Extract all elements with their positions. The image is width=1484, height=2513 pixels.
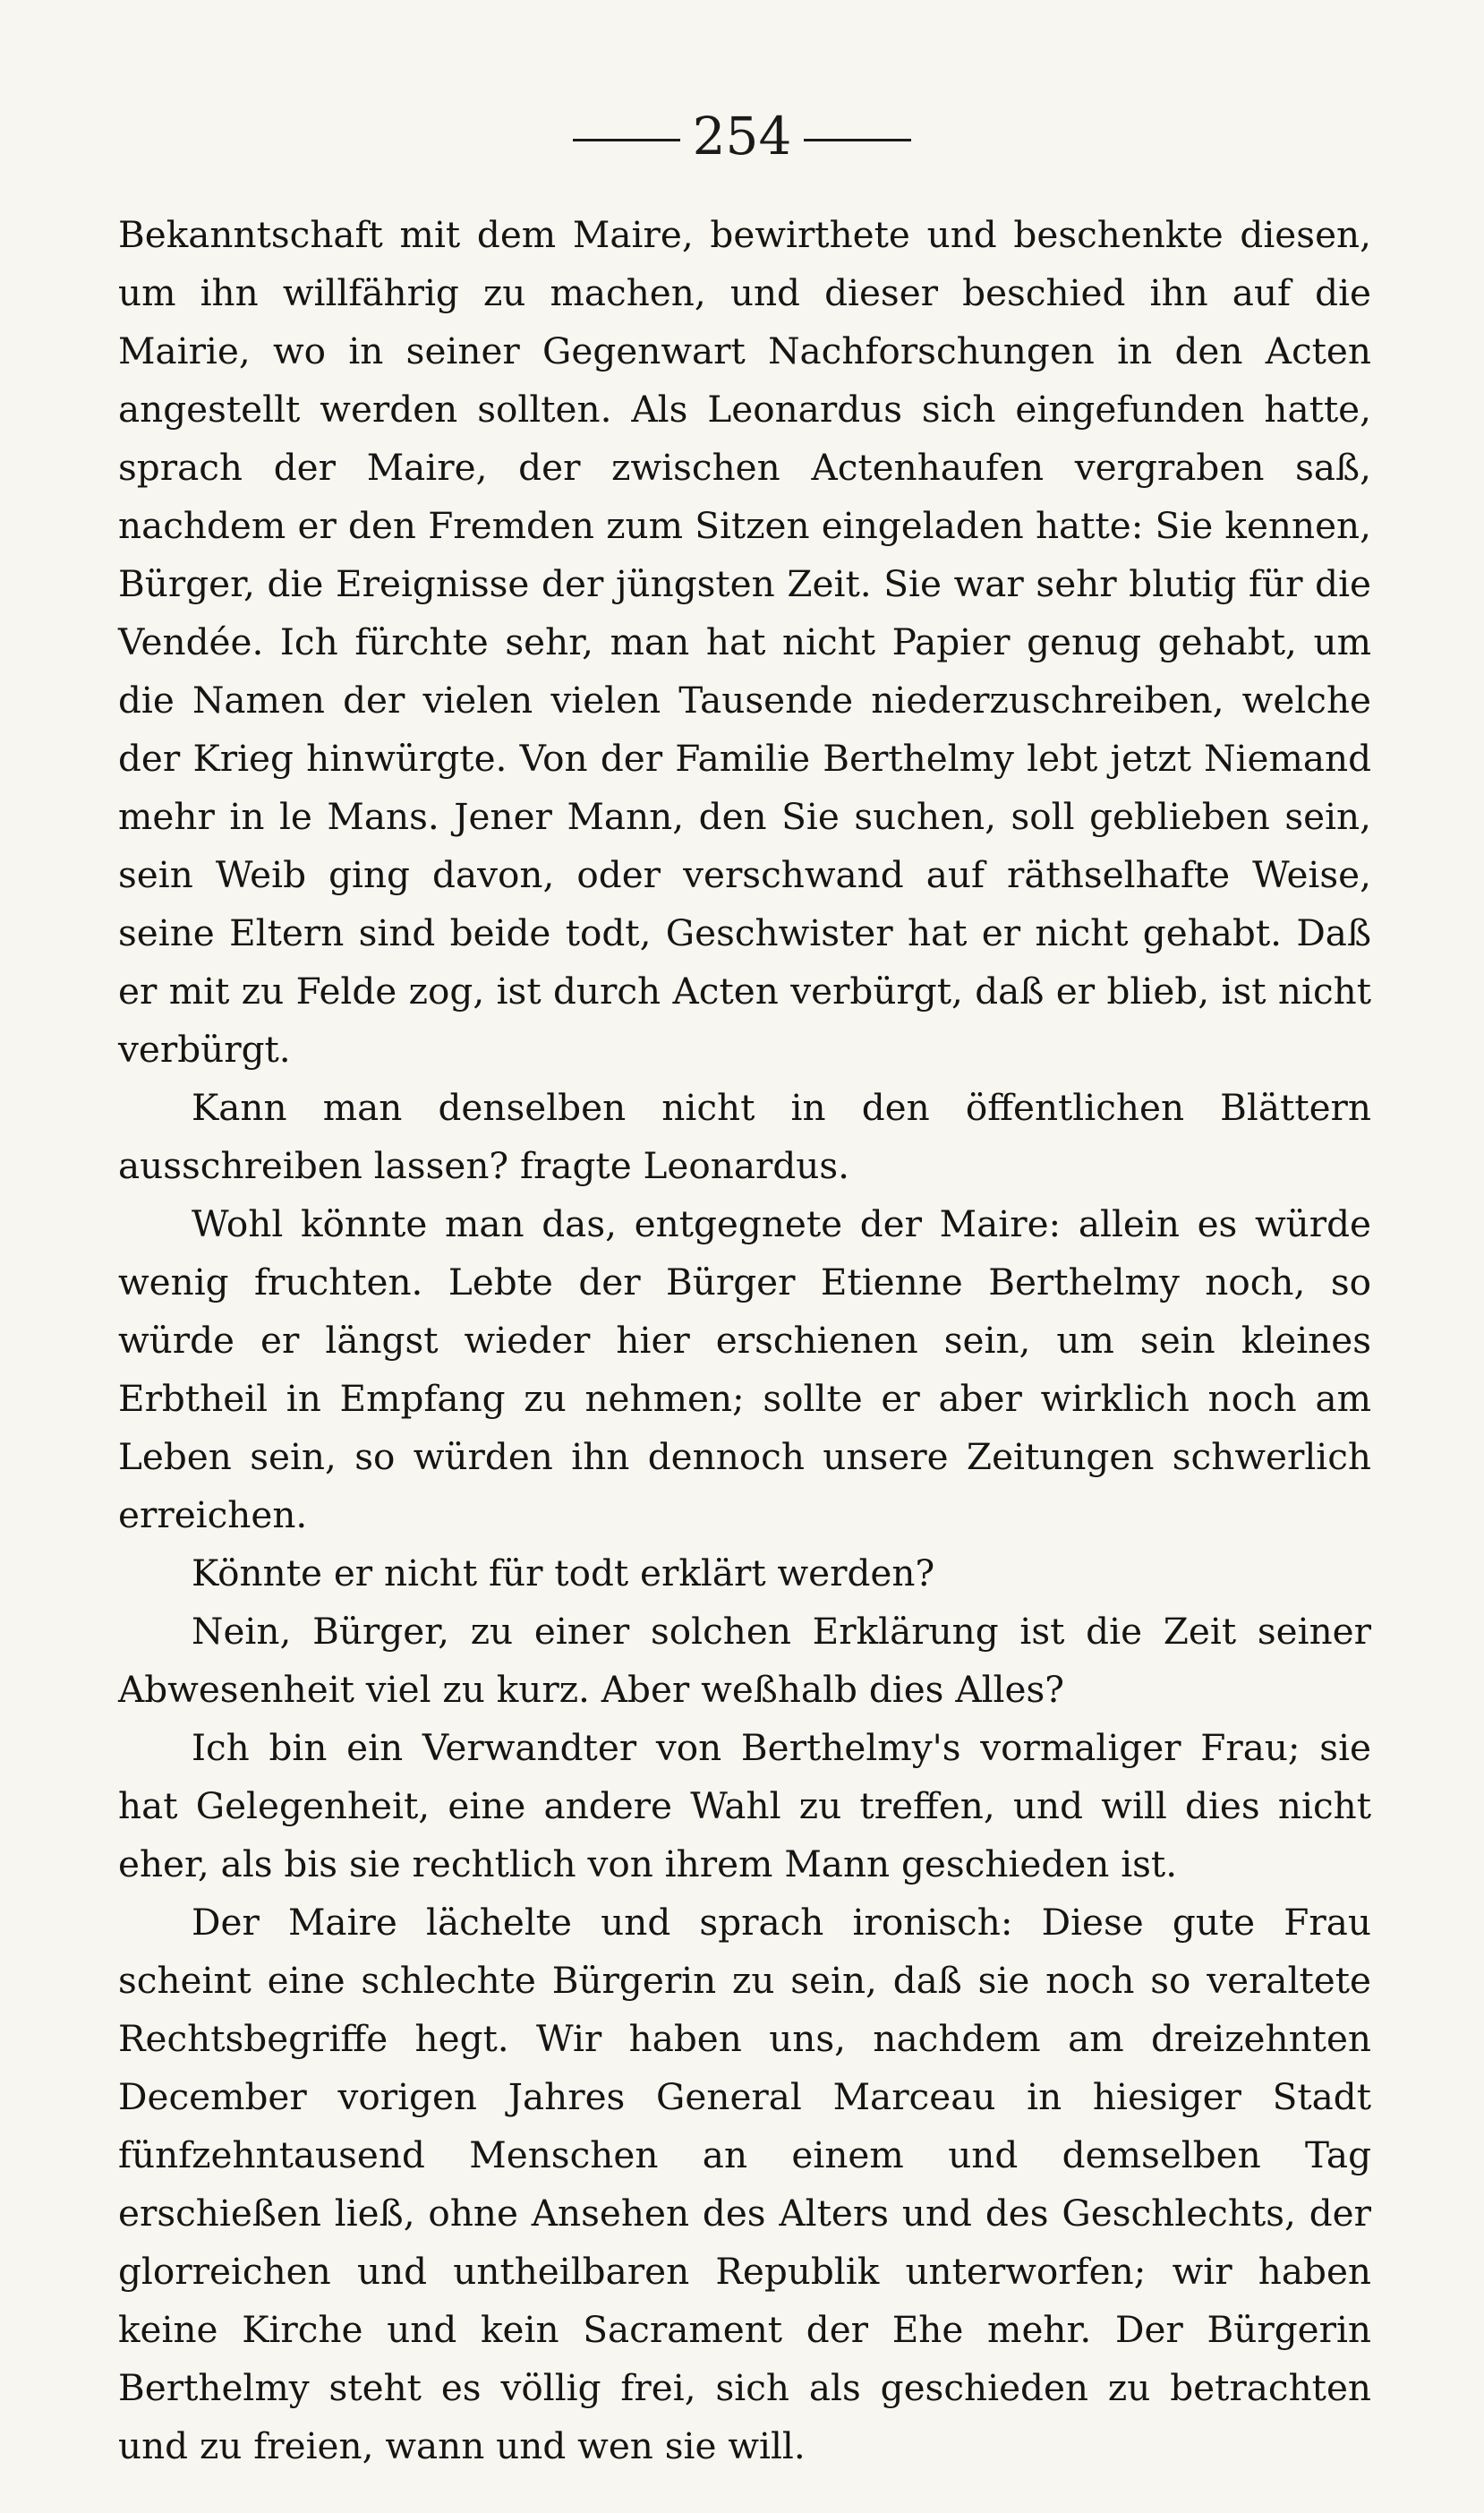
header-rule-left xyxy=(573,139,680,141)
paragraph: Könnte er nicht für todt erklärt werden? xyxy=(192,1551,935,1594)
page-header xyxy=(0,106,1484,167)
page-number: 254 xyxy=(692,106,792,167)
paragraph: Wohl könnte man das, entgegnete der Maire: allein es würde wenig fruchten. Lebte der Bürger Etienne Berthelmy noch, so würde er längst wieder hier erschienen sein, um sein kleines Erbtheil in Empfang zu nehmen; sollte er aber wirklich noch am Leben sein, so würden ihn dennoch unsere Zeitungen schwerlich erreichen. xyxy=(118,1202,1371,1536)
paragraph: Der Maire lächelte und sprach ironisch: Diese gute Frau scheint eine schlechte Bürgerin zu sein, daß sie noch so veraltete Rechtsbegriffe hegt. Wir haben uns, nachdem am dreizehnten December vorigen Jahres General Marceau in hiesiger Stadt fünfzehntausend Menschen an einem und demselben Tag erschießen ließ, ohne Ansehen des Alters und des Geschlechts, der glorreichen und untheilbaren Republik unterworfen; wir haben keine Kirche und kein Sacrament der Ehe mehr. Der Bürgerin Berthelmy steht es völlig frei, sich als geschieden zu betrachten und zu freien, wann und wen sie will. xyxy=(118,1901,1371,2467)
paragraph: Ich bin ein Verwandter von Berthelmy's vormaliger Frau; sie hat Gelegenheit, eine andere Wahl zu treffen, und will dies nicht eher, als bis sie rechtlich von ihrem Mann geschieden ist. xyxy=(118,1726,1371,1885)
paragraph-continuation: Bekanntschaft mit dem Maire, bewirthete und beschenkte diesen, um ihn willfährig zu machen, und dieser beschied ihn auf die Mairie, wo in seiner Gegenwart Nachforschungen in den Acten angestellt werden sollten. Als Leonardus sich eingefunden hatte, sprach der Maire, der zwischen Actenhaufen vergraben saß, nachdem er den Fremden zum Sitzen eingeladen hatte: Sie kennen, Bürger, die Ereignisse der jüngsten Zeit. Sie war sehr blutig für die Vendée. Ich fürchte sehr, man hat nicht Papier genug gehabt, um die Namen der vielen vielen Tausende niederzuschreiben, welche der Krieg hinwürgte. Von der Familie Berthelmy lebt jetzt Niemand mehr in le Mans. Jener Mann, den Sie suchen, soll geblieben sein, sein Weib ging davon, oder verschwand auf räthselhafte Weise, seine Eltern sind beide todt, Geschwister hat er nicht gehabt. Daß er mit zu Felde zog, ist durch Acten verbürgt, daß er blieb, ist nicht verbürgt. xyxy=(118,213,1371,1071)
paragraph: Nein, Bürger, zu einer solchen Erklärung ist die Zeit seiner Abwesenheit viel zu kurz. Aber weßhalb dies Alles? xyxy=(118,1610,1371,1711)
body-text xyxy=(118,206,1371,2475)
header-rule-right xyxy=(804,139,911,141)
paragraph: Kann man denselben nicht in den öffentlichen Blättern ausschreiben lassen? fragte Leonardus. xyxy=(118,1086,1371,1187)
